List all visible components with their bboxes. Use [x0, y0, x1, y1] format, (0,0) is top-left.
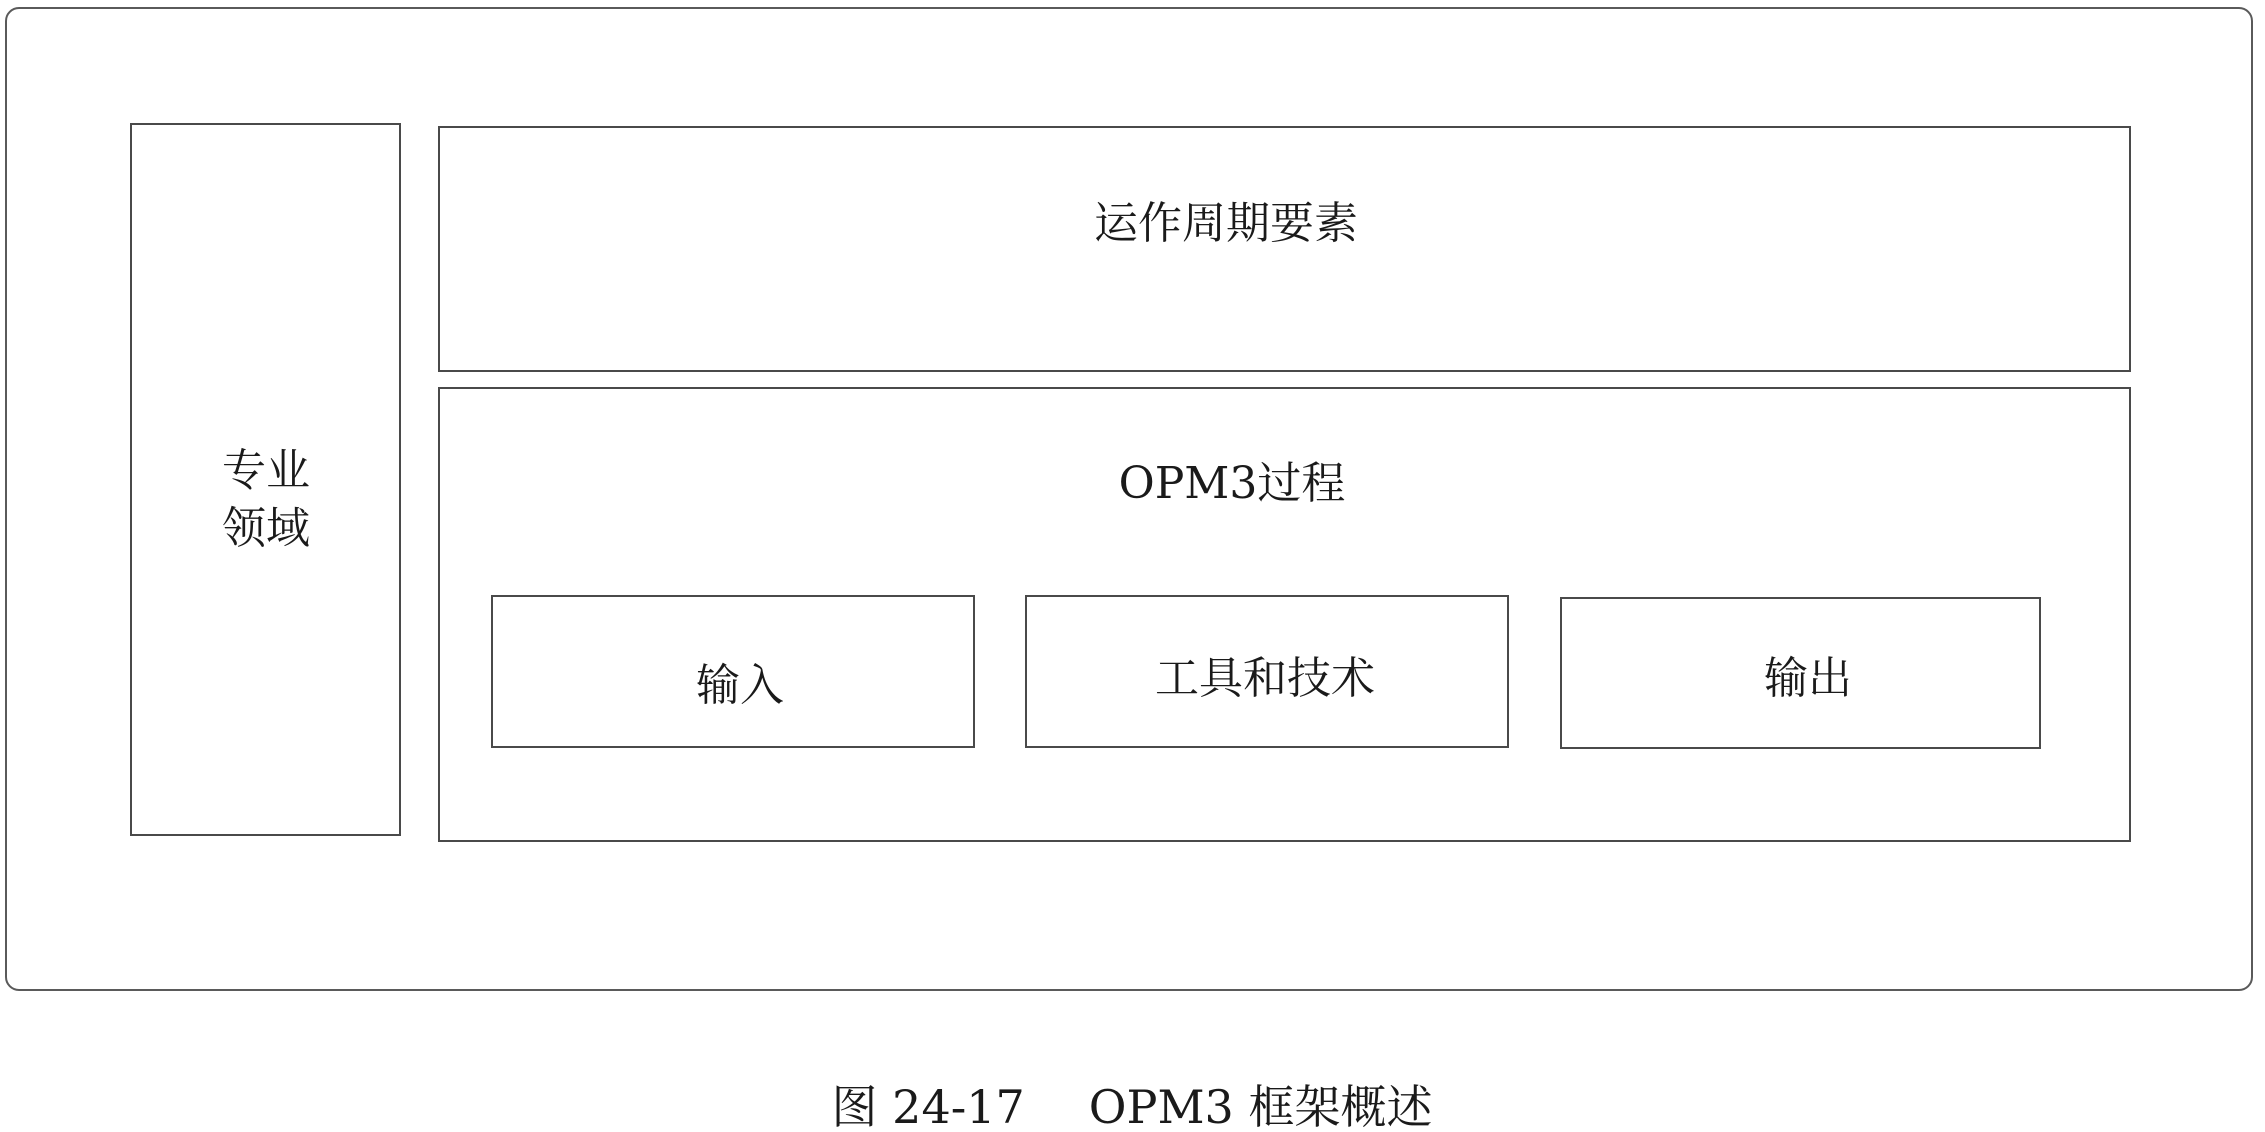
output-label: 输出	[1764, 653, 1852, 704]
operation-cycle-label: 运作周期要素	[1094, 198, 1358, 249]
figure-caption	[832, 1071, 1433, 1132]
input-label: 输入	[696, 660, 784, 711]
figure-number: 图 24-17	[831, 1080, 1025, 1132]
opm3-process-label: OPM3过程	[1118, 458, 1346, 509]
domain-label-line-1: 专业	[222, 445, 310, 496]
operation-cycle-box	[438, 126, 2131, 372]
domain-label	[222, 442, 310, 558]
figure-title: OPM3 框架概述	[1088, 1080, 1433, 1132]
tools-and-techniques-label: 工具和技术	[1155, 653, 1375, 704]
domain-label-line-2: 领域	[222, 503, 310, 554]
